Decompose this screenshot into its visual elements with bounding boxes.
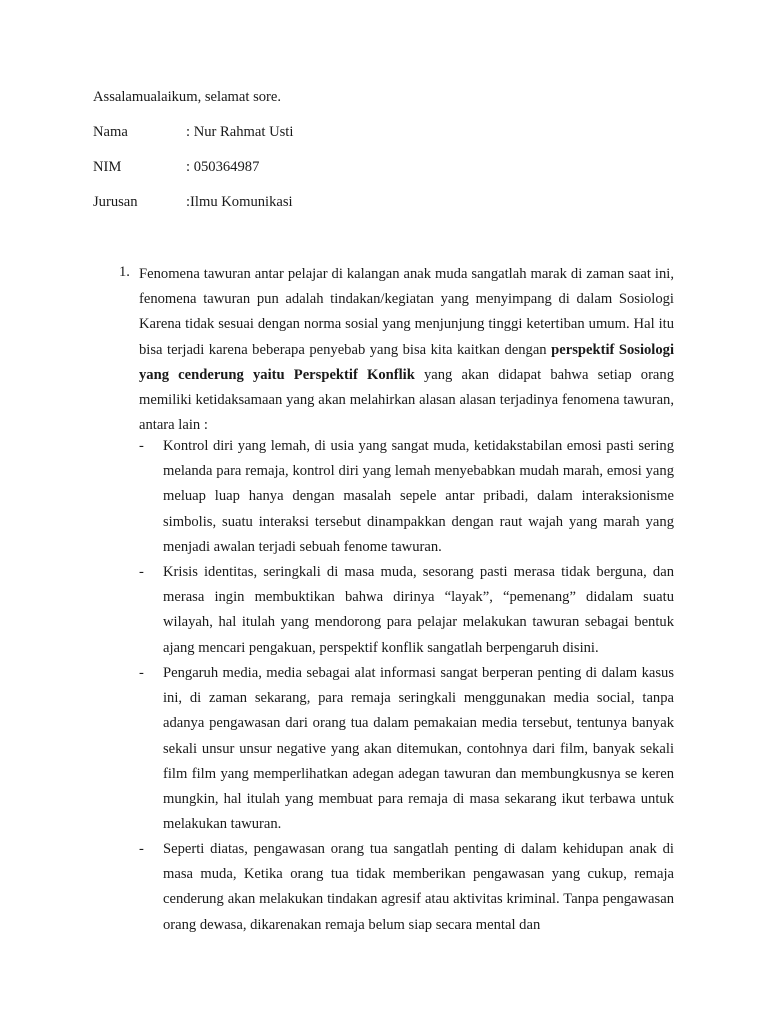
bullet-item: Seperti diatas, pengawasan orang tua sangatlah penting di dalam kehidupan anak di masa muda, Ketika orang tua tidak memberikan pengawasan yang cukup, remaja cenderung akan melakukan tindakan agresif atau aktivitas kriminal. Tanpa pengawasan orang dewasa, dikarenakan remaja belum siap secara mental dan — [163, 841, 674, 933]
bullet-dash: - — [139, 665, 144, 681]
question-intro — [139, 262, 674, 438]
intro-bold-text: perspektif Sosiologi yang cenderung yaitu Perspektif Konflik — [139, 341, 675, 383]
info-label: Jurusan — [93, 194, 138, 210]
info-label: Nama — [93, 124, 128, 140]
info-value: : 050364987 — [186, 159, 260, 175]
bullet-dash: - — [139, 438, 144, 454]
bullet-dash: - — [139, 841, 144, 857]
bullet-item: Kontrol diri yang lemah, di usia yang sangat muda, ketidakstabilan emosi pasti sering melanda para remaja, kontrol diri yang lemah menyebabkan mudah marah, emosi yang meluap luap hanya dengan masalah sepele antar pribadi, dalam interaksionisme simbolis, suatu interaksi tersebut dinampakkan dengan raut wajah yang marah yang menjadi awalan terjadi sebuah fenome tawuran. — [163, 438, 674, 555]
question-number: 1. — [119, 264, 130, 280]
info-value: : Nur Rahmat Usti — [186, 124, 294, 140]
info-value: :Ilmu Komunikasi — [186, 194, 293, 210]
bullet-dash: - — [139, 564, 144, 580]
bullet-item: Pengaruh media, media sebagai alat informasi sangat berperan penting di dalam kasus ini, di zaman sekarang, para remaja seringkali menggunakan media social, tanpa adanya pengawasan dari orang tua dalam pemakaian media tersebut, tentunya banyak sekali unsur unsur negative yang akan ditemukan, contohnya dari film, banyak sekali film film yang memperlihatkan adegan adegan tawuran dan membungkusnya se keren mungkin, hal itulah yang membuat para remaja di masa sekarang ikut terbawa untuk melakukan tawuran. — [163, 665, 674, 833]
bullet-item: Krisis identitas, seringkali di masa muda, sesorang pasti merasa tidak berguna, dan merasa ingin membuktikan bahwa dirinya “layak”, “pemenang” didalam suatu wilayah, hal itulah yang mendorong para pelajar melakukan tawuran sebagai bentuk ajang mencari pengakuan, perspektif konflik sangatlah berpengaruh disini. — [163, 564, 674, 656]
greeting: Assalamualaikum, selamat sore. — [93, 89, 282, 105]
intro-text: yang akan didapat bahwa setiap orang memiliki ketidaksamaan yang akan melahirkan alasan alasan terjadinya fenomena tawuran, antara lain : — [139, 366, 675, 434]
intro-text: Fenomena tawuran antar pelajar di kalangan anak muda sangatlah marak di zaman saat ini, fenomena tawuran pun adalah tindakan/kegiatan yang menyimpang di dalam Sosiologi Karena tidak sesuai dengan norma sosial yang menjunjung tinggi ketertiban umum. Hal itu bisa terjadi karena beberapa penyebab yang bisa kita kaitkan dengan — [139, 266, 674, 358]
info-label: NIM — [93, 159, 122, 175]
